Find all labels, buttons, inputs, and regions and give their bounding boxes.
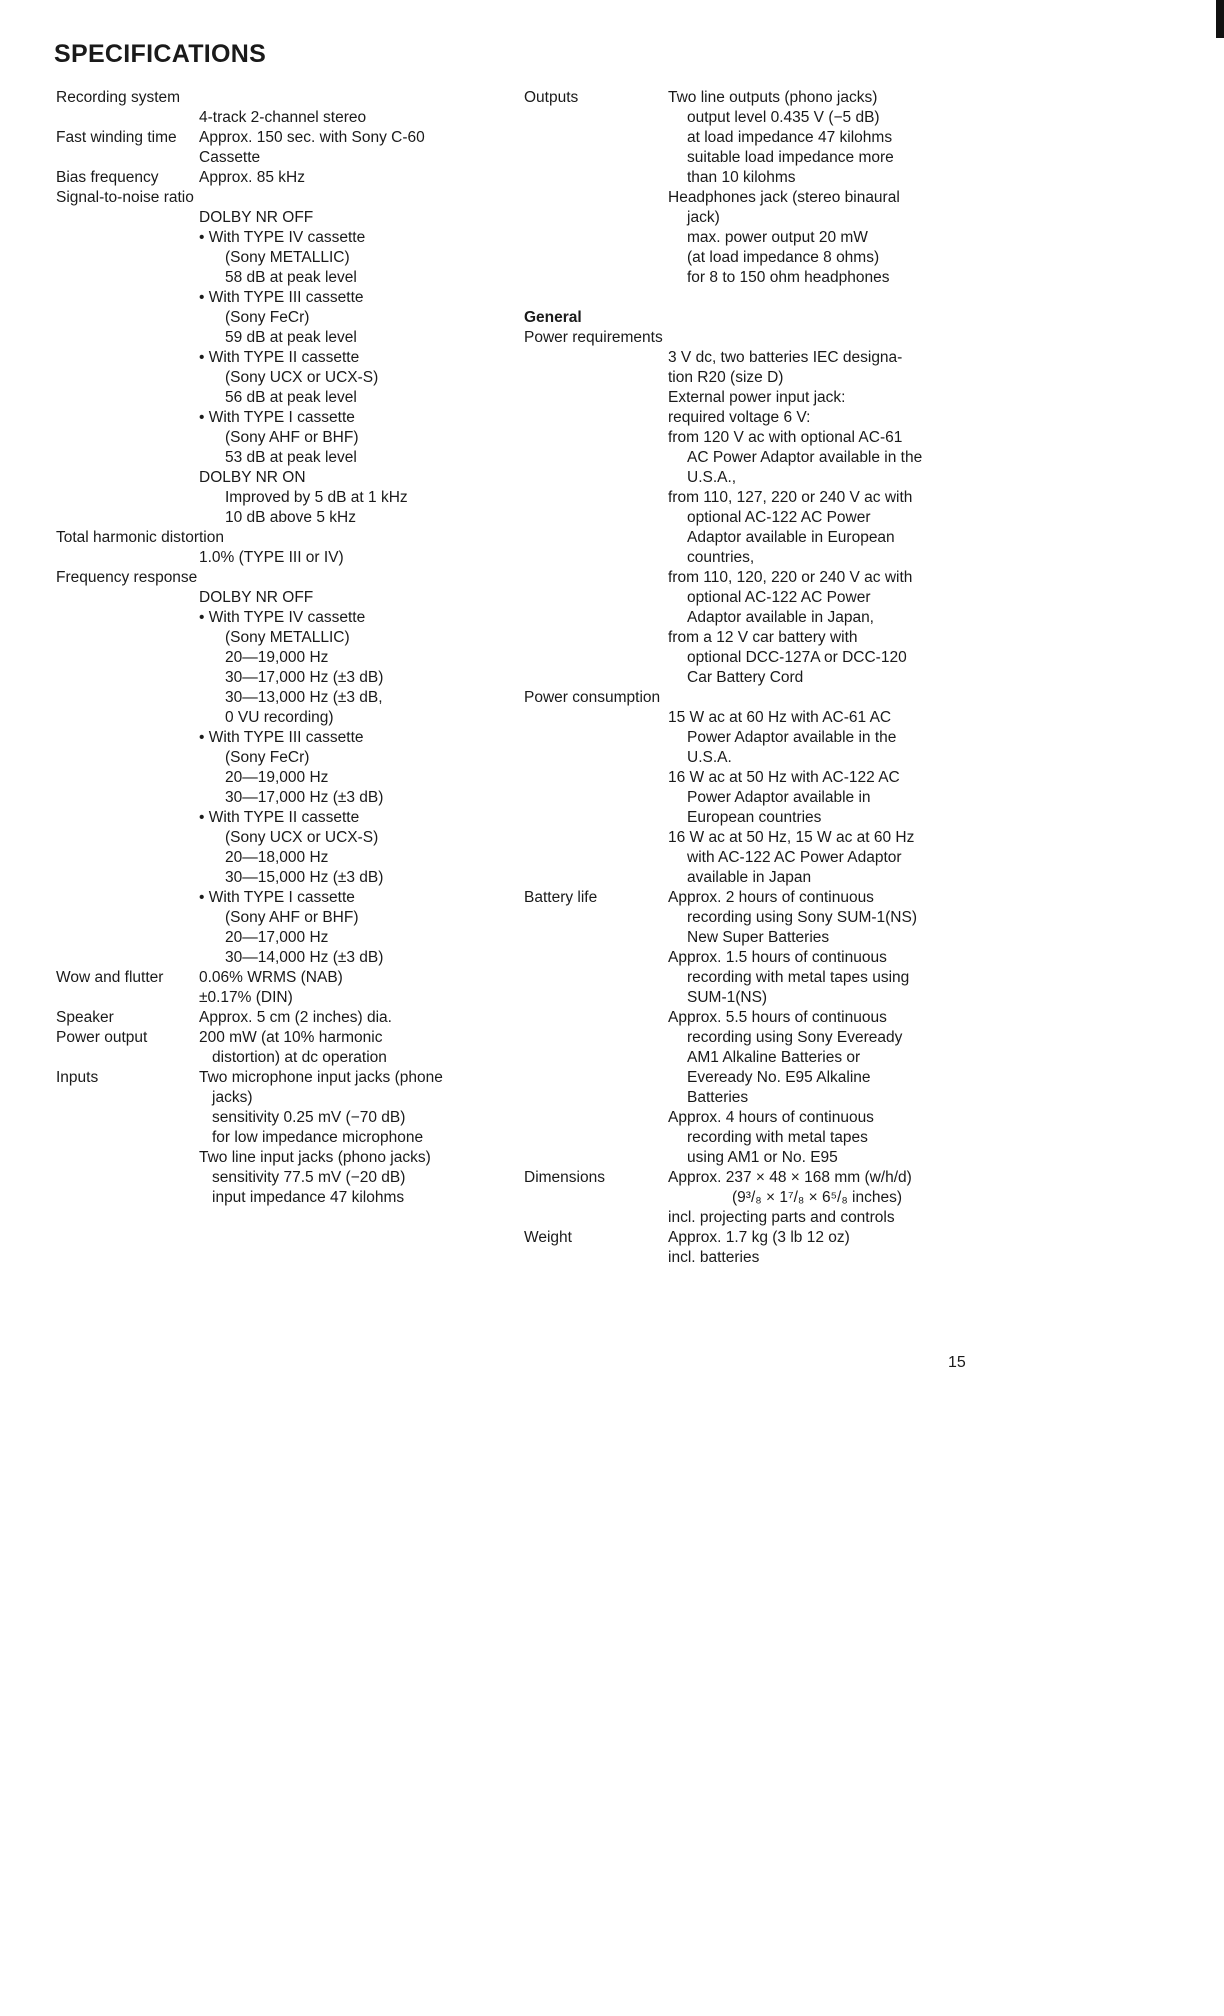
spec-row — [56, 548, 496, 568]
spec-value: Approx. 1.5 hours of continuous — [668, 949, 887, 966]
spec-row — [56, 1128, 496, 1148]
spec-value: 56 dB at peak level — [225, 389, 357, 406]
spec-row — [524, 828, 974, 848]
spec-value: 30—17,000 Hz (±3 dB) — [225, 669, 384, 686]
spec-row — [524, 748, 974, 768]
spec-value: output level 0.435 V (−5 dB) — [687, 109, 880, 126]
spec-row — [524, 168, 974, 188]
spec-value: optional DCC-127A or DCC-120 — [687, 649, 907, 666]
spec-label: Bias frequency — [56, 169, 159, 186]
spec-row — [56, 568, 496, 588]
spec-row — [524, 548, 974, 568]
spec-row — [524, 528, 974, 548]
spec-value: (Sony UCX or UCX-S) — [225, 369, 379, 386]
spec-value: recording with metal tapes using — [687, 969, 910, 986]
spec-row — [56, 468, 496, 488]
spec-row — [56, 848, 496, 868]
spec-value: 30—13,000 Hz (±3 dB, — [225, 689, 383, 706]
spec-row — [524, 1048, 974, 1068]
spec-row — [524, 328, 974, 348]
spec-value: available in Japan — [687, 869, 812, 886]
spec-row — [524, 188, 974, 208]
spec-label: Signal-to-noise ratio — [56, 189, 194, 206]
spec-value: recording with metal tapes — [687, 1129, 868, 1146]
spec-value: 20—19,000 Hz — [225, 769, 329, 786]
spec-row — [56, 88, 496, 108]
spec-row — [524, 1108, 974, 1128]
spec-row — [524, 768, 974, 788]
spec-row — [524, 368, 974, 388]
spec-row — [56, 448, 496, 468]
spec-value: from 110, 127, 220 or 240 V ac with — [668, 489, 913, 506]
spec-value: from 120 V ac with optional AC-61 — [668, 429, 903, 446]
spec-value: • With TYPE I cassette — [199, 409, 355, 426]
spec-value: New Super Batteries — [687, 929, 830, 946]
spec-value: 20—18,000 Hz — [225, 849, 329, 866]
spec-label: Outputs — [524, 89, 579, 106]
spec-value: recording using Sony SUM-1(NS) — [687, 909, 918, 926]
spec-value: optional AC-122 AC Power — [687, 509, 871, 526]
spec-value: (Sony UCX or UCX-S) — [225, 829, 379, 846]
spec-row — [524, 648, 974, 668]
spec-label: Dimensions — [524, 1169, 605, 1186]
spec-row — [56, 948, 496, 968]
spec-row — [56, 508, 496, 528]
spec-row — [524, 988, 974, 1008]
spec-value: Power Adaptor available in — [687, 789, 871, 806]
spec-row — [56, 1168, 496, 1188]
spec-row — [524, 728, 974, 748]
spec-row — [56, 808, 496, 828]
spec-row — [56, 608, 496, 628]
spec-row — [56, 628, 496, 648]
spec-value: 20—19,000 Hz — [225, 649, 329, 666]
spec-row — [56, 308, 496, 328]
spec-value: suitable load impedance more — [687, 149, 894, 166]
spec-value: 58 dB at peak level — [225, 269, 357, 286]
spec-value: sensitivity 77.5 mV (−20 dB) — [212, 1169, 406, 1186]
spec-row — [56, 388, 496, 408]
spec-value: (Sony METALLIC) — [225, 629, 350, 646]
spec-value: recording using Sony Eveready — [687, 1029, 903, 1046]
spec-row — [56, 228, 496, 248]
spec-row — [524, 408, 974, 428]
spec-value: 16 W ac at 50 Hz with AC-122 AC — [668, 769, 900, 786]
spec-value: 59 dB at peak level — [225, 329, 357, 346]
spec-value: • With TYPE IV cassette — [199, 609, 366, 626]
spec-row — [524, 1088, 974, 1108]
spec-label: Battery life — [524, 889, 598, 906]
spec-row — [524, 1188, 974, 1208]
spec-row — [56, 108, 496, 128]
spec-value: 30—15,000 Hz (±3 dB) — [225, 869, 384, 886]
spec-value: • With TYPE IV cassette — [199, 229, 366, 246]
spec-value: Approx. 85 kHz — [199, 169, 305, 186]
spec-value: jack) — [687, 209, 720, 226]
spec-label: Power output — [56, 1029, 148, 1046]
spec-row — [56, 668, 496, 688]
spec-row — [56, 1108, 496, 1128]
spec-row — [524, 588, 974, 608]
spec-label: Recording system — [56, 89, 181, 106]
spec-row — [56, 1008, 496, 1028]
page-edge-mark — [1216, 0, 1224, 38]
spec-value: Approx. 2 hours of continuous — [668, 889, 874, 906]
spec-row — [56, 688, 496, 708]
spec-row — [524, 628, 974, 648]
spec-value: 53 dB at peak level — [225, 449, 357, 466]
spec-value: using AM1 or No. E95 — [687, 1149, 838, 1166]
spec-row — [524, 388, 974, 408]
spec-value: SUM-1(NS) — [687, 989, 768, 1006]
spec-row — [524, 128, 974, 148]
spec-value: 30—17,000 Hz (±3 dB) — [225, 789, 384, 806]
spec-row — [56, 148, 496, 168]
spec-row — [524, 568, 974, 588]
spec-row — [56, 488, 496, 508]
spec-label: Weight — [524, 1229, 572, 1246]
spec-value: • With TYPE II cassette — [199, 349, 360, 366]
spec-value: Eveready No. E95 Alkaline — [687, 1069, 871, 1086]
spec-value: Car Battery Cord — [687, 669, 804, 686]
spec-row — [56, 428, 496, 448]
spec-value: for low impedance microphone — [212, 1129, 424, 1146]
section-heading: General — [524, 309, 582, 326]
spec-row — [524, 228, 974, 248]
spec-row — [56, 888, 496, 908]
spec-value: Two line outputs (phono jacks) — [668, 89, 878, 106]
spec-value: U.S.A., — [687, 469, 737, 486]
spec-value: from a 12 V car battery with — [668, 629, 858, 646]
spec-value: (Sony FeCr) — [225, 309, 310, 326]
spec-row — [524, 288, 974, 308]
spec-value: 10 dB above 5 kHz — [225, 509, 356, 526]
spec-value: 200 mW (at 10% harmonic — [199, 1029, 383, 1046]
spec-row — [56, 968, 496, 988]
spec-row — [524, 428, 974, 448]
spec-value: 16 W ac at 50 Hz, 15 W ac at 60 Hz — [668, 829, 915, 846]
right-spec-column — [524, 88, 974, 1268]
spec-value: Adaptor available in Japan, — [687, 609, 874, 626]
spec-row — [56, 908, 496, 928]
spec-value: (Sony AHF or BHF) — [225, 909, 359, 926]
spec-row — [56, 168, 496, 188]
spec-row — [524, 88, 974, 108]
spec-value: Approx. 5.5 hours of continuous — [668, 1009, 887, 1026]
spec-row — [524, 788, 974, 808]
spec-row — [524, 908, 974, 928]
spec-value: DOLBY NR OFF — [199, 209, 314, 226]
spec-value: for 8 to 150 ohm headphones — [687, 269, 890, 286]
spec-row — [56, 1148, 496, 1168]
spec-value: (Sony FeCr) — [225, 749, 310, 766]
spec-value: Two microphone input jacks (phone — [199, 1069, 443, 1086]
spec-row — [56, 268, 496, 288]
spec-row — [56, 928, 496, 948]
spec-value: Approx. 150 sec. with Sony C-60 — [199, 129, 425, 146]
page-number: 15 — [948, 1354, 966, 1371]
spec-label: Frequency response — [56, 569, 198, 586]
spec-row — [56, 788, 496, 808]
spec-row — [524, 268, 974, 288]
spec-row — [524, 448, 974, 468]
spec-row — [524, 668, 974, 688]
spec-label: Wow and flutter — [56, 969, 164, 986]
spec-row — [524, 928, 974, 948]
spec-value: DOLBY NR ON — [199, 469, 306, 486]
spec-row — [56, 288, 496, 308]
spec-row — [56, 188, 496, 208]
spec-value: • With TYPE III cassette — [199, 289, 364, 306]
spec-row — [524, 248, 974, 268]
spec-value: Approx. 5 cm (2 inches) dia. — [199, 1009, 392, 1026]
spec-value: Improved by 5 dB at 1 kHz — [225, 489, 408, 506]
spec-row — [524, 108, 974, 128]
spec-value: ±0.17% (DIN) — [199, 989, 293, 1006]
spec-value: from 110, 120, 220 or 240 V ac with — [668, 569, 913, 586]
spec-row — [56, 708, 496, 728]
spec-row — [56, 1048, 496, 1068]
spec-row — [524, 608, 974, 628]
spec-value: Headphones jack (stereo binaural — [668, 189, 900, 206]
spec-value: than 10 kilohms — [687, 169, 796, 186]
spec-row — [56, 208, 496, 228]
spec-value: countries, — [687, 549, 755, 566]
spec-label: Total harmonic distortion — [56, 529, 224, 546]
spec-row — [524, 1228, 974, 1248]
spec-row — [524, 1248, 974, 1268]
spec-value: Approx. 4 hours of continuous — [668, 1109, 874, 1126]
spec-value: AM1 Alkaline Batteries or — [687, 1049, 861, 1066]
spec-value: (Sony AHF or BHF) — [225, 429, 359, 446]
spec-row — [56, 1028, 496, 1048]
spec-value: External power input jack: — [668, 389, 846, 406]
spec-value: at load impedance 47 kilohms — [687, 129, 893, 146]
spec-value: (at load impedance 8 ohms) — [687, 249, 880, 266]
spec-value: (Sony METALLIC) — [225, 249, 350, 266]
spec-value: Cassette — [199, 149, 261, 166]
spec-row — [56, 988, 496, 1008]
spec-value: (9³/₈ × 1⁷/₈ × 6⁵/₈ inches) — [732, 1189, 903, 1206]
spec-row — [56, 748, 496, 768]
spec-value: incl. projecting parts and controls — [668, 1209, 895, 1226]
spec-row — [56, 248, 496, 268]
spec-row — [524, 468, 974, 488]
spec-value: Approx. 237 × 48 × 168 mm (w/h/d) — [668, 1169, 912, 1186]
spec-value: 4-track 2-channel stereo — [199, 109, 367, 126]
spec-row — [524, 708, 974, 728]
spec-row — [524, 1148, 974, 1168]
spec-row — [56, 1088, 496, 1108]
spec-row — [524, 488, 974, 508]
spec-row — [524, 1208, 974, 1228]
spec-value: U.S.A. — [687, 749, 732, 766]
spec-row — [524, 1028, 974, 1048]
spec-row — [56, 868, 496, 888]
spec-label: Speaker — [56, 1009, 114, 1026]
spec-value: with AC-122 AC Power Adaptor — [687, 849, 902, 866]
spec-value: • With TYPE II cassette — [199, 809, 360, 826]
spec-value: jacks) — [212, 1089, 253, 1106]
spec-row — [524, 508, 974, 528]
spec-value: Power Adaptor available in the — [687, 729, 897, 746]
spec-row — [56, 728, 496, 748]
spec-row — [524, 1008, 974, 1028]
spec-value: sensitivity 0.25 mV (−70 dB) — [212, 1109, 406, 1126]
spec-value: required voltage 6 V: — [668, 409, 811, 426]
spec-row — [524, 308, 974, 328]
spec-value: 0 VU recording) — [225, 709, 334, 726]
left-spec-column — [56, 88, 496, 1208]
spec-row — [56, 768, 496, 788]
spec-row — [56, 408, 496, 428]
spec-label: Power requirements — [524, 329, 663, 346]
spec-row — [56, 828, 496, 848]
spec-value: AC Power Adaptor available in the — [687, 449, 923, 466]
spec-value: tion R20 (size D) — [668, 369, 784, 386]
spec-value: European countries — [687, 809, 822, 826]
spec-row — [524, 868, 974, 888]
spec-row — [56, 328, 496, 348]
spec-row — [56, 648, 496, 668]
spec-row — [56, 368, 496, 388]
spec-row — [56, 1068, 496, 1088]
spec-row — [524, 1168, 974, 1188]
spec-value: 1.0% (TYPE III or IV) — [199, 549, 344, 566]
spec-value: 30—14,000 Hz (±3 dB) — [225, 949, 384, 966]
spec-label: Inputs — [56, 1069, 99, 1086]
spec-row — [524, 688, 974, 708]
spec-value: incl. batteries — [668, 1249, 760, 1266]
spec-value: 20—17,000 Hz — [225, 929, 329, 946]
spec-label: Power consumption — [524, 689, 661, 706]
spec-value: optional AC-122 AC Power — [687, 589, 871, 606]
spec-row — [524, 968, 974, 988]
spec-row — [56, 1188, 496, 1208]
spec-row — [56, 348, 496, 368]
spec-value: Two line input jacks (phono jacks) — [199, 1149, 431, 1166]
spec-row — [56, 128, 496, 148]
page-title: SPECIFICATIONS — [54, 40, 267, 68]
spec-value: 15 W ac at 60 Hz with AC-61 AC — [668, 709, 892, 726]
spec-value: Batteries — [687, 1089, 749, 1106]
spec-row — [56, 588, 496, 608]
spec-row — [56, 528, 496, 548]
spec-label: Fast winding time — [56, 129, 177, 146]
spec-row — [524, 1068, 974, 1088]
spec-row — [524, 888, 974, 908]
spec-row — [524, 148, 974, 168]
spec-value: DOLBY NR OFF — [199, 589, 314, 606]
spec-row — [524, 848, 974, 868]
spec-value: • With TYPE III cassette — [199, 729, 364, 746]
spec-value: input impedance 47 kilohms — [212, 1189, 405, 1206]
spec-value: 3 V dc, two batteries IEC designa- — [668, 349, 903, 366]
spec-value: distortion) at dc operation — [212, 1049, 387, 1066]
spec-row — [524, 808, 974, 828]
spec-row — [524, 208, 974, 228]
spec-row — [524, 348, 974, 368]
spec-row — [524, 948, 974, 968]
spec-value: Approx. 1.7 kg (3 lb 12 oz) — [668, 1229, 850, 1246]
spec-row — [524, 1128, 974, 1148]
spec-value: 0.06% WRMS (NAB) — [199, 969, 343, 986]
spec-value: • With TYPE I cassette — [199, 889, 355, 906]
spec-value: max. power output 20 mW — [687, 229, 868, 246]
spec-value: Adaptor available in European — [687, 529, 895, 546]
